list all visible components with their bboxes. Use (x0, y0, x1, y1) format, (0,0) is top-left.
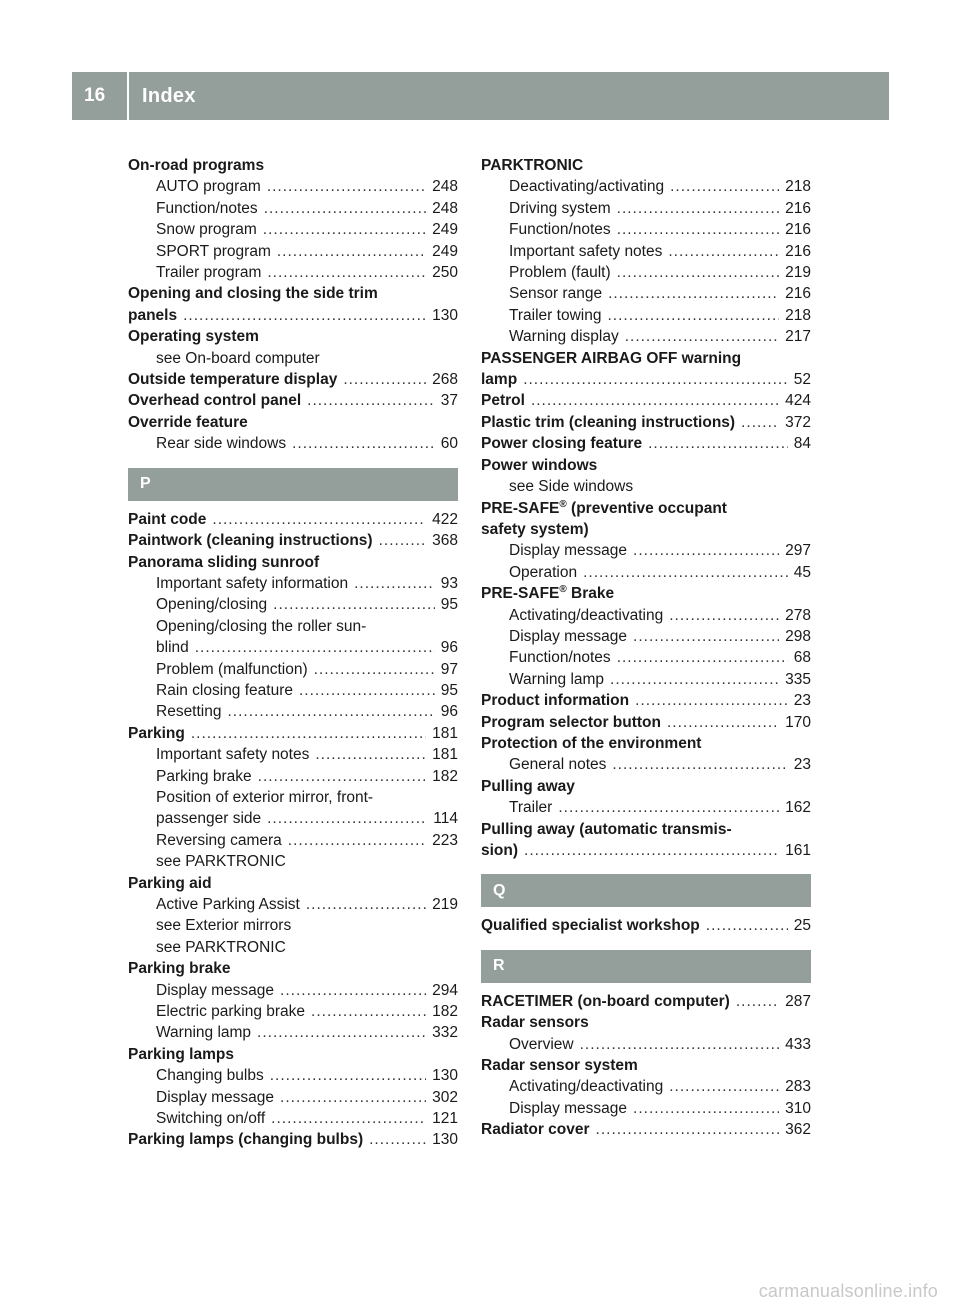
page-reference: 283 (785, 1078, 811, 1096)
entry-label: Operation (509, 563, 578, 581)
leader-dots (267, 176, 426, 197)
index-entry (481, 840, 811, 861)
page-reference: 287 (785, 992, 811, 1010)
page-reference: 93 (440, 574, 458, 592)
leader-dots (633, 1098, 779, 1119)
page-reference: 218 (785, 178, 811, 196)
page-reference: 302 (432, 1088, 458, 1106)
page-reference: 298 (785, 627, 811, 645)
entry-label: Warning display (509, 328, 619, 346)
entry-label: passenger side (156, 810, 262, 828)
index-heading: PASSENGER AIRBAG OFF warning (481, 349, 742, 367)
leader-dots (524, 840, 779, 861)
page-reference: 219 (432, 896, 458, 913)
heading-text-cont: (preventive occupant (566, 499, 727, 517)
leader-dots (212, 509, 426, 530)
entry-label: panels (128, 306, 178, 324)
leader-dots (227, 701, 434, 722)
page-reference: 422 (432, 510, 458, 528)
entry-label: Rain closing feature (156, 681, 293, 699)
entry-label: sion) (481, 842, 519, 859)
index-entry (128, 509, 458, 530)
index-heading (481, 583, 811, 604)
index-subentry (481, 326, 811, 347)
page-reference: 248 (432, 199, 458, 217)
index-subentry (481, 626, 811, 647)
entry-label: Warning lamp (509, 670, 605, 688)
index-subentry (128, 766, 458, 787)
page-reference: 96 (440, 703, 458, 721)
index-subentry (481, 754, 811, 775)
leader-dots (270, 1065, 426, 1086)
index-heading: Pulling away (481, 777, 575, 795)
index-entry (481, 433, 811, 454)
leader-dots (583, 562, 788, 583)
leader-dots (667, 712, 779, 733)
leader-dots (635, 690, 788, 711)
entry-label: Resetting (156, 703, 222, 721)
page-reference: 161 (785, 842, 811, 859)
index-heading: Opening and closing the side trim (128, 285, 378, 303)
leader-dots (267, 808, 427, 829)
entry-label: Paintwork (cleaning instructions) (128, 532, 373, 550)
page-reference: 297 (785, 542, 811, 560)
page-reference: 218 (785, 306, 811, 324)
entry-label: Activating/deactivating (509, 606, 664, 624)
page-reference: 249 (432, 242, 458, 260)
page-header (72, 72, 889, 120)
index-subentry (481, 1098, 811, 1119)
index-entry (481, 390, 811, 411)
entry-label: Radiator cover (481, 1121, 590, 1139)
leader-dots (669, 1076, 779, 1097)
page-reference: 130 (432, 1067, 458, 1085)
index-subentry (481, 605, 811, 626)
index-entry (128, 305, 458, 326)
leader-dots (292, 433, 435, 454)
index-heading: On-road programs (128, 157, 265, 174)
entry-label: Trailer (509, 799, 553, 817)
index-subentry (481, 241, 811, 262)
page-reference: 97 (440, 660, 458, 678)
index-heading: Parking lamps (128, 1045, 234, 1063)
index-subentry (481, 669, 811, 690)
entry-label: Reversing camera (156, 831, 282, 849)
index-heading: Power windows (481, 456, 598, 474)
page-reference: 368 (432, 532, 458, 550)
page-reference: 130 (432, 1131, 458, 1149)
entry-label: Overview (509, 1035, 574, 1053)
leader-dots (668, 241, 779, 262)
entry-label: lamp (481, 371, 518, 389)
index-entry (481, 712, 811, 733)
leader-dots (280, 980, 426, 1001)
index-subentry (128, 1022, 458, 1043)
leader-dots (315, 744, 426, 765)
page-reference: 162 (785, 799, 811, 817)
entry-label: Rear side windows (156, 435, 287, 453)
index-subentry (128, 594, 458, 615)
page-reference: 121 (432, 1110, 458, 1128)
entry-label: Outside temperature display (128, 371, 338, 389)
page-reference: 23 (793, 692, 811, 710)
index-subentry (128, 980, 458, 1001)
index-entry (481, 690, 811, 711)
entry-label: Plastic trim (cleaning instructions) (481, 413, 736, 431)
entry-label: Product information (481, 692, 630, 710)
page-reference: 294 (432, 981, 458, 999)
index-entry (128, 1129, 458, 1150)
watermark: carmanualsonline.info (758, 1281, 938, 1301)
entry-label: Function/notes (509, 221, 611, 239)
index-subentry (128, 744, 458, 765)
index-entry (481, 412, 811, 433)
leader-dots (596, 1119, 780, 1140)
entry-label: Display message (509, 627, 628, 645)
index-subentry (128, 1087, 458, 1108)
leader-dots (617, 647, 788, 668)
page-reference: 278 (785, 606, 811, 624)
index-subentry (128, 1108, 458, 1129)
leader-dots (306, 894, 426, 915)
entry-label: Snow program (156, 221, 257, 239)
index-subentry (128, 659, 458, 680)
leader-dots (558, 797, 779, 818)
leader-dots (280, 1087, 426, 1108)
index-subtext: see On-board computer (156, 349, 320, 367)
page-reference: 84 (793, 435, 811, 453)
page-reference: 216 (785, 242, 811, 260)
section-letter: R (481, 950, 811, 983)
page-reference: 223 (432, 831, 458, 849)
entry-label: Display message (509, 1099, 628, 1117)
entry-label: AUTO program (156, 178, 261, 196)
leader-dots (195, 637, 435, 658)
index-subentry (128, 701, 458, 722)
index-subentry (128, 894, 458, 915)
entry-label: Parking (128, 724, 185, 742)
entry-label: Display message (509, 542, 628, 560)
index-subentry (128, 198, 458, 219)
leader-dots (741, 412, 779, 433)
index-column-left (128, 155, 458, 1151)
entry-label: Parking lamps (changing bulbs) (128, 1131, 364, 1149)
page-reference: 332 (432, 1024, 458, 1042)
index-subentry (128, 808, 458, 829)
index-heading: Parking aid (128, 874, 212, 892)
entry-label: Overhead control panel (128, 392, 302, 410)
entry-label: Opening/closing (156, 596, 268, 614)
page-reference: 216 (785, 285, 811, 303)
index-heading: PARKTRONIC (481, 157, 584, 174)
index-heading: safety system) (481, 520, 589, 538)
index-heading: Operating system (128, 328, 259, 346)
entry-label: Display message (156, 981, 275, 999)
index-subentry (128, 262, 458, 283)
index-subentry (481, 797, 811, 818)
page-reference: 181 (432, 724, 458, 742)
leader-dots (617, 219, 779, 240)
index-heading: Protection of the environment (481, 734, 702, 752)
index-entry (481, 369, 811, 390)
page-reference: 249 (432, 221, 458, 239)
entry-label: Switching on/off (156, 1110, 266, 1128)
index-entry (481, 991, 811, 1012)
leader-dots (633, 626, 779, 647)
leader-dots (267, 262, 426, 283)
index-subentry (481, 176, 811, 197)
index-entry (128, 723, 458, 744)
index-entry (481, 1119, 811, 1140)
index-subtext: see Side windows (509, 478, 634, 496)
index-heading: Pulling away (automatic transmis- (481, 820, 732, 838)
leader-dots (288, 830, 426, 851)
index-subentry (481, 647, 811, 668)
index-subtext: see PARKTRONIC (156, 853, 286, 871)
entry-label: Warning lamp (156, 1024, 252, 1042)
leader-dots (257, 1022, 426, 1043)
entry-label: Important safety notes (509, 242, 663, 260)
leader-dots (669, 605, 779, 626)
entry-label: Problem (malfunction) (156, 660, 308, 678)
page-reference: 60 (440, 435, 458, 453)
page-number: 16 (84, 85, 106, 106)
entry-label: blind (156, 639, 189, 657)
entry-label: General notes (509, 756, 607, 774)
leader-dots (580, 1034, 780, 1055)
entry-label: Qualified specialist workshop (481, 917, 700, 935)
entry-label: Power closing feature (481, 435, 643, 453)
index-subentry (481, 540, 811, 561)
leader-dots (273, 594, 435, 615)
leader-dots (531, 390, 779, 411)
page-reference: 23 (793, 756, 811, 774)
leader-dots (379, 530, 427, 551)
index-entry (128, 530, 458, 551)
leader-dots (617, 262, 779, 283)
page-reference: 216 (785, 221, 811, 239)
leader-dots (633, 540, 779, 561)
page-reference: 96 (440, 639, 458, 657)
entry-label: Trailer towing (509, 306, 602, 324)
entry-label: Function/notes (509, 649, 611, 667)
index-subentry (481, 219, 811, 240)
leader-dots (264, 198, 426, 219)
page-title: Index (142, 84, 196, 107)
entry-label: Problem (fault) (509, 264, 611, 282)
page-reference: 372 (785, 413, 811, 431)
page-reference: 219 (785, 264, 811, 282)
page-reference: 268 (432, 371, 458, 389)
leader-dots (277, 241, 426, 262)
leader-dots (307, 390, 435, 411)
index-subentry (128, 1001, 458, 1022)
entry-label: Function/notes (156, 199, 258, 217)
page-reference: 310 (785, 1099, 811, 1117)
entry-label: Changing bulbs (156, 1067, 264, 1085)
index-subtext: Position of exterior mirror, front- (156, 788, 374, 806)
index-subentry (481, 1076, 811, 1097)
index-heading: Radar sensors (481, 1014, 589, 1032)
heading-text-cont: Brake (566, 585, 615, 603)
page-reference: 181 (432, 746, 458, 764)
entry-label: Electric parking brake (156, 1003, 306, 1021)
entry-label: SPORT program (156, 242, 271, 260)
index-heading: Override feature (128, 413, 248, 431)
index-entry (128, 369, 458, 390)
leader-dots (523, 369, 788, 390)
page-reference: 362 (785, 1121, 811, 1139)
page-reference: 37 (440, 392, 458, 410)
entry-label: RACETIMER (on-board computer) (481, 992, 730, 1010)
page-reference: 95 (440, 681, 458, 699)
entry-label: Deactivating/activating (509, 178, 665, 196)
index-subentry (481, 283, 811, 304)
page-reference: 182 (432, 767, 458, 785)
entry-label: Trailer program (156, 264, 262, 282)
registered-mark: ® (559, 498, 567, 510)
page-reference: 424 (785, 392, 811, 410)
leader-dots (343, 369, 426, 390)
leader-dots (354, 573, 435, 594)
index-subtext: see PARKTRONIC (156, 938, 286, 956)
leader-dots (612, 754, 787, 775)
page-reference: 250 (432, 264, 458, 282)
page-reference: 25 (793, 917, 811, 935)
leader-dots (191, 723, 426, 744)
leader-dots (258, 766, 426, 787)
index-subentry (128, 176, 458, 197)
entry-label: Activating/deactivating (509, 1078, 664, 1096)
leader-dots (314, 659, 435, 680)
page-reference: 182 (432, 1003, 458, 1021)
index-subtext: see Exterior mirrors (156, 917, 292, 935)
index-subentry (481, 1034, 811, 1055)
section-letter: Q (481, 874, 811, 907)
page-reference: 52 (793, 371, 811, 389)
leader-dots (271, 1108, 426, 1129)
page-reference: 130 (432, 306, 458, 324)
index-heading: Parking brake (128, 960, 231, 978)
index-subentry (128, 573, 458, 594)
entry-label: Active Parking Assist (156, 896, 300, 913)
page-reference: 68 (793, 649, 811, 667)
page-reference: 248 (432, 178, 458, 196)
page-reference: 335 (785, 670, 811, 688)
heading-text: PRE-SAFE (481, 499, 560, 517)
leader-dots (706, 915, 788, 936)
leader-dots (311, 1001, 426, 1022)
leader-dots (625, 326, 779, 347)
leader-dots (607, 305, 779, 326)
index-subentry (128, 637, 458, 658)
entry-label: Paint code (128, 510, 207, 528)
index-entry (481, 915, 811, 936)
entry-label: Sensor range (509, 285, 603, 303)
page-reference: 95 (440, 596, 458, 614)
entry-label: Display message (156, 1088, 275, 1106)
section-letter: P (128, 468, 458, 501)
heading-text: PRE-SAFE (481, 585, 560, 603)
leader-dots (736, 991, 779, 1012)
index-subtext: Opening/closing the roller sun- (156, 617, 367, 635)
index-subentry (128, 433, 458, 454)
leader-dots (299, 680, 435, 701)
leader-dots (610, 669, 779, 690)
entry-label: Important safety information (156, 574, 349, 592)
registered-mark: ® (559, 583, 567, 595)
leader-dots (617, 198, 779, 219)
index-subentry (481, 198, 811, 219)
index-subentry (481, 305, 811, 326)
leader-dots (369, 1129, 426, 1150)
leader-dots (183, 305, 426, 326)
index-heading: Radar sensor system (481, 1057, 638, 1075)
index-heading: Panorama sliding sunroof (128, 553, 320, 571)
index-heading (481, 498, 811, 519)
page-reference: 433 (785, 1035, 811, 1053)
page-reference: 216 (785, 199, 811, 217)
entry-label: Petrol (481, 392, 525, 410)
index-subentry (128, 219, 458, 240)
leader-dots (608, 283, 779, 304)
page-reference: 45 (793, 563, 811, 581)
entry-label: Program selector button (481, 713, 661, 731)
index-entry (128, 390, 458, 411)
page-reference: 217 (785, 328, 811, 346)
page-reference: 114 (433, 810, 458, 828)
page-reference: 170 (785, 713, 811, 731)
index-column-right (481, 155, 811, 1141)
index-subentry (481, 262, 811, 283)
index-subentry (481, 562, 811, 583)
index-subentry (128, 1065, 458, 1086)
entry-label: Driving system (509, 199, 611, 217)
entry-label: Parking brake (156, 767, 252, 785)
leader-dots (670, 176, 779, 197)
leader-dots (648, 433, 788, 454)
index-subentry (128, 241, 458, 262)
index-subentry (128, 680, 458, 701)
index-subentry (128, 830, 458, 851)
entry-label: Important safety notes (156, 746, 310, 764)
leader-dots (263, 219, 426, 240)
